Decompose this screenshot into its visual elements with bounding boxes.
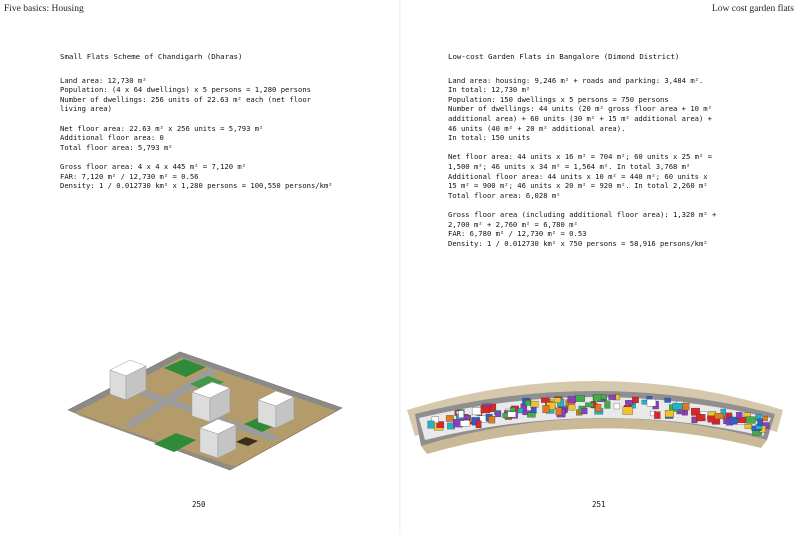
house-block [623, 407, 633, 415]
text-line: FAR: 7,120 m² / 12,730 m² = 0.56 [60, 171, 199, 181]
house-block [647, 399, 656, 406]
house-block [744, 413, 751, 417]
house-block [595, 404, 601, 412]
text-block [60, 76, 360, 114]
left-page-title: Small Flats Scheme of Chandigarh (Dharas) [60, 52, 243, 61]
house-block [745, 424, 752, 428]
house-block [525, 400, 531, 405]
house-block [460, 421, 470, 427]
chandigarh-site-illustration [60, 340, 350, 475]
house-block [472, 408, 481, 415]
right-page-title: Low-cost Garden Flats in Bangalore (Dimond District) [448, 52, 680, 61]
page-gutter [399, 0, 401, 534]
house-block [476, 421, 481, 428]
house-block [495, 412, 501, 417]
text-line: living area) [60, 104, 112, 114]
text-line: Total floor area: 5,793 m² [60, 142, 173, 152]
house-block [518, 408, 523, 413]
text-line: Land area: housing: 9,246 m² + roads and parking: 3,484 m². [448, 75, 704, 85]
house-block [763, 416, 768, 421]
house-block [569, 405, 575, 411]
house-block [531, 407, 536, 414]
house-block [665, 398, 671, 403]
text-line: Number of dwellings: 256 units of 22.63 m² each (net floor [60, 94, 311, 104]
house-block [683, 403, 690, 410]
text-line: Density: 1 / 0.012730 km² x 1,280 persons = 100,550 persons/km² [60, 181, 333, 191]
running-head-right: Low cost garden flats [711, 4, 794, 14]
house-block [758, 419, 763, 426]
house-block [531, 401, 539, 407]
running-head-left: Five basics: Housing [4, 4, 84, 14]
bangalore-site-illustration [405, 370, 785, 465]
house-block [541, 398, 549, 403]
text-line: additional area) + 60 units (30 m² + 15 m² additional area) + [448, 113, 712, 123]
house-block [593, 395, 601, 402]
house-block [556, 408, 562, 415]
text-line: 2,700 m² + 2,760 m² = 6,780 m² [448, 219, 578, 229]
text-line: Population: 150 dwellings x 5 persons = 750 persons [448, 94, 669, 104]
house-block [489, 416, 496, 423]
text-line: Gross floor area (including additional floor area): 1,320 m² + [448, 209, 717, 219]
house-block [654, 412, 660, 419]
text-line: Density: 1 / 0.012730 km² x 750 persons = 58,916 persons/km² [448, 238, 708, 248]
text-block [448, 152, 748, 200]
text-line: Number of dwellings: 44 units (20 m² gross floor area + 10 m² [448, 104, 712, 114]
house-block [696, 414, 705, 421]
house-block [446, 415, 454, 421]
text-line: Additional floor area: 44 units x 10 m² = 440 m²; 60 units x [448, 171, 708, 181]
text-line: In total: 150 units [448, 133, 531, 143]
house-block [568, 396, 576, 403]
text-line: 46 units (40 m² + 20 m² additional area). [448, 123, 626, 133]
house-block [605, 401, 611, 409]
house-block [510, 407, 515, 412]
page-number-left: 250 [192, 500, 206, 509]
house-block [614, 403, 620, 409]
house-block [459, 411, 464, 418]
text-block [60, 162, 360, 191]
text-line: Net floor area: 44 units x 16 m² = 704 m²; 60 units x 25 m² = [448, 152, 712, 162]
left-page-text [60, 52, 360, 200]
house-block [428, 421, 435, 428]
house-block [673, 403, 683, 410]
house-block [632, 397, 638, 403]
text-line: Population: (4 x 64 dwellings) x 5 persons = 1,280 persons [60, 85, 311, 95]
text-line: 15 m² = 900 m²; 46 units x 20 m² = 920 m². In total 2,260 m² [448, 181, 708, 191]
house-block [665, 410, 674, 417]
text-line: Total floor area: 6,028 m² [448, 190, 561, 200]
text-line: In total: 12,730 m² [448, 85, 531, 95]
text-line: FAR: 6,780 m² / 12,730 m² = 0.53 [448, 229, 587, 239]
house-block [582, 408, 588, 414]
text-block [448, 210, 748, 248]
house-block [543, 405, 550, 412]
house-block [585, 403, 593, 407]
house-block [508, 412, 516, 418]
text-line: Net floor area: 22.63 m² x 256 units = 5,793 m² [60, 123, 264, 133]
house-block [715, 413, 724, 419]
right-page-text [448, 52, 748, 258]
text-line: Additional floor area: 0 [60, 133, 164, 143]
text-line: Gross floor area: 4 x 4 x 445 m² = 7,120 m² [60, 161, 247, 171]
text-line: 1,500 m²; 46 units x 34 m² = 1,564 m². In total 3,768 m² [448, 161, 691, 171]
house-block [575, 396, 585, 402]
text-line: Land area: 12,730 m² [60, 75, 147, 85]
text-block [448, 76, 748, 143]
house-block [554, 398, 561, 403]
text-block [60, 124, 360, 153]
house-block [609, 395, 616, 400]
page-number-right: 251 [592, 500, 606, 509]
house-block [527, 413, 535, 418]
house-block [746, 417, 755, 424]
house-block [736, 412, 742, 418]
house-block [481, 406, 490, 413]
